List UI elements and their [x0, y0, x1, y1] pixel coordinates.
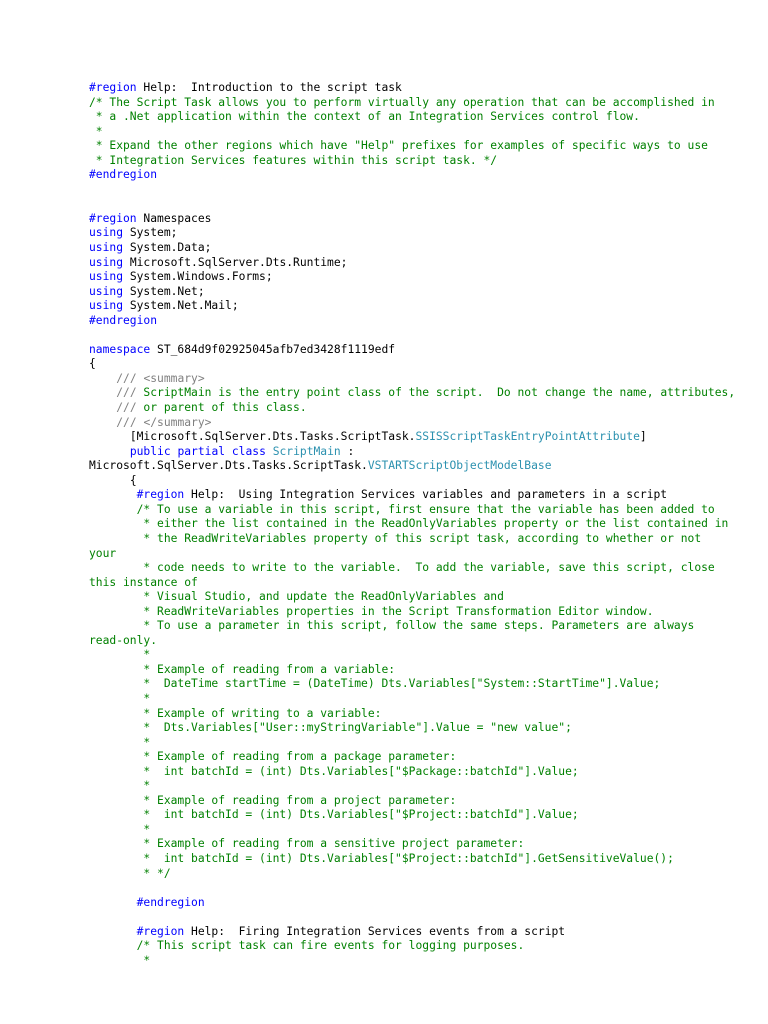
comment-token: * a .Net application within the context of an Integration Services control flow.: [89, 110, 640, 124]
code-indent: [89, 808, 137, 821]
code-indent: [89, 445, 130, 458]
code-indent: [89, 837, 137, 850]
code-line: [89, 779, 749, 794]
keyword-token: #region: [136, 488, 185, 502]
code-indent: [89, 590, 137, 603]
code-token: Microsoft.SqlServer.Dts.Runtime;: [123, 255, 348, 269]
code-line: [89, 648, 749, 663]
keyword-token: using: [89, 226, 124, 240]
keyword-token: using: [89, 241, 124, 255]
keyword-token: class: [231, 444, 266, 458]
code-line: [89, 590, 749, 605]
doc-comment-token: ///: [116, 386, 137, 400]
keyword-token: #region: [89, 211, 137, 225]
code-line: [89, 896, 749, 911]
keyword-token: #endregion: [89, 313, 158, 327]
comment-token: * Example of reading from a variable:: [136, 662, 396, 676]
code-indent: [89, 619, 137, 632]
comment-token: * ReadWriteVariables properties in the Script Transformation Editor window.: [136, 604, 654, 618]
code-token: System.Data;: [123, 241, 212, 255]
code-line: [89, 386, 749, 401]
code-line: [89, 634, 749, 649]
type-token: ScriptMain: [272, 444, 341, 458]
keyword-token: #region: [136, 924, 185, 938]
comment-token: * Example of reading from a package parameter:: [136, 750, 457, 764]
comment-token: * */: [136, 866, 171, 880]
code-line: [89, 707, 749, 722]
keyword-token: namespace: [89, 342, 151, 356]
code-line: [89, 125, 749, 140]
code-indent: [89, 692, 137, 705]
code-token: Namespaces: [136, 211, 212, 225]
code-line: [89, 357, 749, 372]
code-line: [89, 736, 749, 751]
comment-token: * either the list contained in the ReadOnlyVariables property or the list contained in: [136, 517, 729, 531]
code-line: [89, 488, 749, 503]
comment-token: /* This script task can fire events for logging purposes.: [136, 939, 525, 953]
comment-token: *: [136, 953, 151, 967]
code-line: [89, 808, 749, 823]
code-indent: [89, 430, 130, 443]
code-indent: [89, 401, 116, 414]
code-token: [Microsoft.SqlServer.Dts.Tasks.ScriptTask.: [129, 430, 416, 444]
code-indent: [89, 925, 137, 938]
code-line: [89, 663, 749, 678]
code-line: [89, 270, 749, 285]
doc-comment-token: ///: [116, 415, 137, 429]
code-line: [89, 416, 749, 431]
doc-comment-token: <summary>: [143, 371, 205, 385]
comment-token: * int batchId = (int) Dts.Variables["$Project::batchId"].GetSensitiveValue();: [136, 851, 674, 865]
comment-token: /* To use a variable in this script, first ensure that the variable has been added to: [136, 502, 715, 516]
code-indent: [89, 852, 137, 865]
code-line: [89, 197, 749, 212]
code-indent: [89, 372, 116, 385]
comment-token: *: [136, 648, 151, 662]
comment-token: ScriptMain is the entry point class of the script. Do not change the name, attributes,: [136, 386, 736, 400]
code-line: [89, 561, 749, 576]
comment-token: your: [89, 546, 117, 560]
code-indent: [89, 779, 137, 792]
code-indent: [89, 561, 137, 574]
code-line: [89, 823, 749, 838]
keyword-token: using: [89, 299, 124, 313]
code-token: Microsoft.SqlServer.Dts.Tasks.ScriptTask.: [89, 459, 368, 473]
code-line: [89, 154, 749, 169]
code-line: [89, 430, 749, 445]
comment-token: read-only.: [89, 633, 158, 647]
keyword-token: using: [89, 270, 124, 284]
code-line: [89, 925, 749, 940]
code-line: [89, 445, 749, 460]
comment-token: *: [89, 124, 103, 138]
code-line: [89, 954, 749, 969]
comment-token: * To use a parameter in this script, follow the same steps. Parameters are always: [136, 619, 695, 633]
code-line: [89, 765, 749, 780]
code-line: [89, 910, 749, 925]
doc-comment-token: ///: [116, 401, 137, 415]
code-line: [89, 939, 749, 954]
comment-token: * DateTime startTime = (DateTime) Dts.Variables["System::StartTime"].Value;: [136, 677, 661, 691]
code-token: [225, 445, 232, 458]
code-line: [89, 459, 749, 474]
code-line: [89, 794, 749, 809]
comment-token: * Expand the other regions which have "Help" prefixes for examples of specific ways to use: [89, 139, 708, 153]
code-indent: [89, 721, 137, 734]
type-token: SSISScriptTaskEntryPointAttribute: [415, 430, 640, 444]
code-indent: [89, 765, 137, 778]
code-line: [89, 547, 749, 562]
code-line: [89, 183, 749, 198]
code-line: [89, 677, 749, 692]
code-token: System;: [123, 226, 178, 240]
comment-token: /* The Script Task allows you to perform virtually any operation that can be accomplished in: [89, 95, 715, 109]
code-line: [89, 867, 749, 882]
code-line: [89, 881, 749, 896]
keyword-token: using: [89, 255, 124, 269]
keyword-token: #endregion: [89, 168, 158, 182]
comment-token: *: [136, 735, 151, 749]
code-token: System.Net;: [123, 284, 205, 298]
type-token: VSTARTScriptObjectModelBase: [367, 459, 552, 473]
comment-token: * Example of reading from a project parameter:: [136, 793, 457, 807]
code-line: [89, 372, 749, 387]
code-indent: [89, 474, 130, 487]
keyword-token: #region: [89, 81, 137, 94]
code-indent: [89, 677, 137, 690]
code-line: [89, 721, 749, 736]
keyword-token: public: [129, 444, 171, 458]
code-token: :: [340, 444, 355, 458]
comment-token: * the ReadWriteVariables property of this script task, according to whether or not: [136, 531, 702, 545]
code-line: [89, 605, 749, 620]
comment-token: or parent of this class.: [136, 401, 307, 415]
comment-token: * Dts.Variables["User::myStringVariable"].Value = "new value";: [136, 721, 572, 735]
doc-comment-token: </summary>: [143, 415, 212, 429]
code-line: [89, 241, 749, 256]
code-token: [266, 445, 273, 458]
comment-token: *: [136, 779, 151, 793]
comment-token: * Integration Services features within this script task. */: [89, 153, 498, 167]
code-line: [89, 139, 749, 154]
code-line: [89, 750, 749, 765]
code-indent: [89, 794, 137, 807]
code-line: [89, 576, 749, 591]
code-line: [89, 212, 749, 227]
keyword-token: partial: [177, 444, 226, 458]
code-line: [89, 314, 749, 329]
code-token: Help: Introduction to the script task: [136, 81, 402, 94]
comment-token: * int batchId = (int) Dts.Variables["$Project::batchId"].Value;: [136, 808, 579, 822]
code-indent: [89, 648, 137, 661]
keyword-token: using: [89, 284, 124, 298]
code-line: [89, 96, 749, 111]
code-line: [89, 168, 749, 183]
code-line: [89, 401, 749, 416]
code-indent: [89, 663, 137, 676]
code-token: System.Net.Mail;: [123, 299, 239, 313]
code-indent: [89, 736, 137, 749]
code-line: [89, 619, 749, 634]
code-line: [89, 837, 749, 852]
code-line: [89, 692, 749, 707]
code-token: System.Windows.Forms;: [123, 270, 273, 284]
code-indent: [89, 954, 137, 967]
code-indent: [89, 605, 137, 618]
code-token: ST_684d9f02925045afb7ed3428f1119edf: [150, 342, 396, 356]
code-indent: [89, 750, 137, 763]
code-indent: [89, 488, 137, 501]
keyword-token: #endregion: [136, 895, 205, 909]
code-listing: [89, 81, 749, 968]
doc-comment-token: ///: [116, 371, 137, 385]
code-line: [89, 517, 749, 532]
code-indent: [89, 939, 137, 952]
code-line: [89, 328, 749, 343]
comment-token: * Visual Studio, and update the ReadOnlyVariables and: [136, 590, 504, 604]
code-indent: [89, 823, 137, 836]
comment-token: * int batchId = (int) Dts.Variables["$Package::batchId"].Value;: [136, 764, 579, 778]
code-indent: [89, 707, 137, 720]
comment-token: * Example of reading from a sensitive project parameter:: [136, 837, 525, 851]
code-indent: [89, 416, 116, 429]
code-line: [89, 256, 749, 271]
code-indent: [89, 517, 137, 530]
comment-token: *: [136, 822, 151, 836]
code-line: [89, 532, 749, 547]
code-line: [89, 81, 749, 96]
code-line: [89, 110, 749, 125]
comment-token: *: [136, 691, 151, 705]
code-token: Help: Using Integration Services variables and parameters in a script: [184, 488, 668, 502]
code-indent: [89, 867, 137, 880]
code-indent: [89, 532, 137, 545]
comment-token: * code needs to write to the variable. To add the variable, save this script, close: [136, 561, 715, 575]
code-line: [89, 503, 749, 518]
code-token: {: [89, 357, 96, 371]
comment-token: this instance of: [89, 575, 198, 589]
code-line: [89, 226, 749, 241]
code-token: {: [129, 473, 137, 487]
code-indent: [89, 896, 137, 909]
code-line: [89, 852, 749, 867]
code-line: [89, 285, 749, 300]
code-line: [89, 343, 749, 358]
code-line: [89, 299, 749, 314]
code-indent: [89, 503, 137, 516]
comment-token: * Example of writing to a variable:: [136, 706, 382, 720]
code-indent: [89, 386, 116, 399]
code-token: Help: Firing Integration Services events from a script: [184, 924, 566, 938]
code-token: ]: [639, 430, 647, 444]
code-line: [89, 474, 749, 489]
